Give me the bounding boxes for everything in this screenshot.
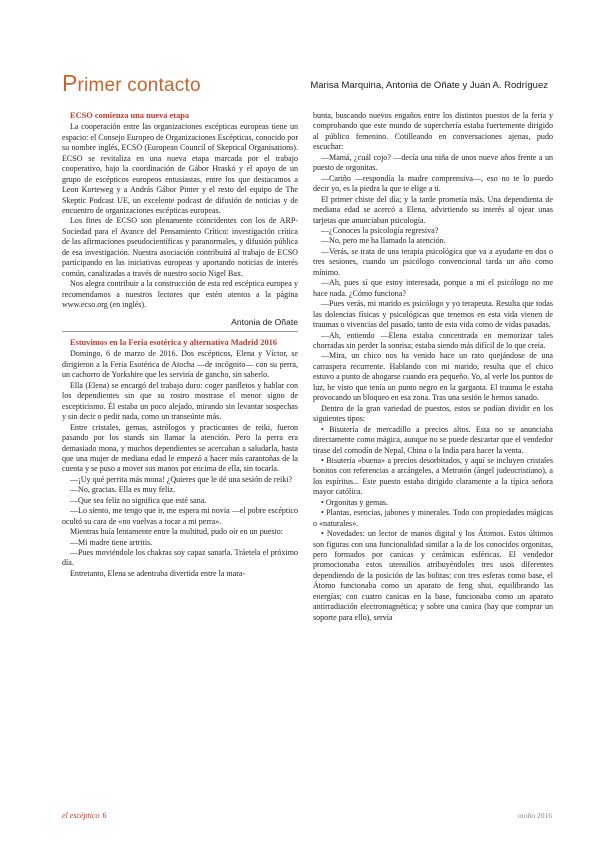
dialogue-line: —¿Conoces la psicología regresiva? (321, 225, 439, 235)
paragraph: Entre cristales, gemas, astrólogos y practicantes de reiki, fueron pasando por los stands sin llamar la atención. Pero la perra era demasiado mona, y muchos dependientes se acercaban a saludarla, hasta que una mujer de mediana edad le empezó a hacer más carantoñas de la cuenta y se puso a mover sus manos por encima de ella, sin tocarla. (62, 422, 298, 474)
dialogue-line: —Ah, entiendo —Elena estaba concentrada en memorizar tales chorradas sin perder la sonrisa; estaba siendo más difícil de lo que creía. (313, 330, 553, 350)
dialogue-line: —Pues verás, mi marido es psicólogo y yo terapeuta. Resulta que todas las dolencias físicas y psicológicas que tenemos en esta vida vienen de traumas o vivencias del pasado, tanto de esta vida como de vidas pasadas. (313, 299, 553, 330)
authors-line: Marisa Marquina, Antonia de Oñate y Juan A. Rodríguez (310, 80, 548, 91)
dialogue-line: —Que sea feliz no significa que esté sana. (70, 495, 207, 505)
section-title-initial: P (62, 70, 78, 96)
section-title-rest: rimer contacto (77, 75, 201, 96)
paragraph: Mientras huía lentamente entre la multitud, pudo oír en un puesto: (70, 527, 283, 537)
ecso-heading: ECSO comienza una nueva etapa (70, 111, 190, 120)
list-item: • Bisutería de mercadillo a precios altos. Esta no se anunciaba directamente como mágica, aunque no se puede descartar que el vendedor tirase del comodín de Nepal, China o la India para hacer la venta. (313, 424, 553, 455)
paragraph: El primer chiste del día; y la tarde prometía más. Una dependienta de mediana edad se acercó a Elena, advirtiendo su interés al ojear unas tarjetas que anunciaban psicología. (313, 194, 553, 225)
dialogue-line: —Mamá, ¿cuál cojo? —decía una niña de unos nueve años frente a un puesto de orgonitas. (313, 152, 553, 173)
list-item: • Novedades: un lector de manos digital y los Átomos. Estos últimos son figuras con una funcionalidad similar a la de los conocidos orgonitas, pero formados por canicas y cerámicas esféricas. El vendedor promocionaba estos utensilios atribuyéndoles tres usos diferentes dependiendo de la posición de las bolitas: con tres esferas como base, el Átomo funcionaba como un aparato de feng shui, equilibrando las energías; con cuatro canicas en la base, funcionaba como un aparato antirradiación electromagnética; y sobre una canica (hay que comprar un soporte para ello), servía (313, 529, 553, 622)
footer-date: otoño 2016 (518, 811, 552, 820)
dialogue-line: —Cariño —respondía la madre comprensiva—, eso no te lo puedo decir yo, es la piedra la que te elige a ti. (313, 173, 553, 194)
page-number: 6 (102, 811, 107, 820)
footer-magazine (62, 811, 107, 820)
signature: Antonia de Oñate (231, 316, 298, 327)
dialogue-line: —¡Uy qué perrita más mona! ¿Quieres que le dé una sesión de reiki? (70, 474, 293, 484)
feria-heading: Estuvimos en la Feria esotérica y alternativa Madrid 2016 (70, 338, 278, 348)
dialogue-line: —Verás, se trata de una terapia psicológica que va a ayudarte en dos o tres sesiones, cuando un psicólogo convencional tarda un año como mínimo. (313, 246, 553, 277)
left-column (62, 111, 298, 579)
section-divider (62, 331, 298, 332)
dialogue-line: —No, pero me ha llamado la atención. (321, 236, 446, 246)
dialogue-line: —Lo siento, me tengo que ir, me espera mi novia —el pobre escéptico ocultó su cara de «no vuelvas a tocar a mi perra». (62, 506, 298, 526)
right-column (313, 111, 553, 623)
dialogue-line: —No, gracias. Ella es muy feliz. (70, 485, 176, 495)
paragraph: Ella (Elena) se encargó del trabajo duro: coger panfletos y hablar con los dependientes sin que su rostro mostrase el menor signo de escepticismo. Él estaba un poco alejado, mirando sin levantar sospechas y sin decir o pedir nada, como un transeúnte más. (62, 380, 298, 422)
list-item: • Orgonitas y gemas. (321, 497, 389, 507)
magazine-name: el escéptico (62, 811, 100, 820)
paragraph: Dentro de la gran variedad de puestos, estos se podían dividir en los siguientes tipos: (313, 403, 553, 424)
dialogue-line: —Mi madre tiene artritis. (70, 537, 153, 547)
paragraph: Domingo, 6 de marzo de 2016. Dos escépticos, Elena y Víctor, se dirigieron a la Feria Esotérica de Atocha —de incógnito— con su perra, un cachorro de Yorkshire que les serviría de gancho, sin saberlo. (62, 349, 298, 380)
paragraph: bunta, buscando nuevos engaños entre los distintos puestos de la feria y comprobando que este mundo de superchería estaba fuertemente dirigido al público femenino. Cotilleando en conversaciones ajenas, pudo escuchar: (313, 111, 553, 152)
paragraph: Nos alegra contribuir a la construcción de esta red escéptica europea y recomendamos a nuestros lectores que estén atentos a la página www.ecso.org (en inglés). (62, 279, 298, 310)
paragraph: Los fines de ECSO son plenamente coincidentes con los de ARP-Sociedad para el Avance del Pensamiento Crítico: investigación crítica de las afirmaciones pseudocientíficas y paranormales, y difusión pública de esa investigación. Nuestra asociación contribuirá al trabajo de ECSO participando en las iniciativas europeas y aportando noticias de interés común, canalizadas a través de nuestro socio Nigel Bax. (62, 216, 298, 278)
section-title (62, 70, 201, 97)
paragraph: La cooperación entre las organizaciones escépticas europeas tiene un espacio: el Consejo Europeo de Organizaciones Escépticas, conocido por su nombre inglés, ECSO (European Council of Skeptical Organisations). ECSO se revitaliza en una nueva etapa marcada por el trabajo cooperativo, bajo la coordinación de Gábor Hraskó y el apoyo de un grupo de escépticos europeos entusiastas, entre los que destacamos a Leon Korteweg y a András Gábor Pinter y el resto del equipo de The Skeptic Podcast UE, un excelente podcast de difusión de noticias y de encuentro de organizaciones escépticas europeas. (62, 122, 298, 216)
dialogue-line: —Ah, pues sí que estoy interesada, porque a mi el psicólogo no me hace nada. ¿Cómo funciona? (313, 278, 553, 298)
dialogue-line: —Pues moviéndole los chakras soy capaz sanarla. Tráetela el próximo día. (62, 548, 298, 568)
list-item: • Bisutería «buena» a precios desorbitados, y aquí se incluyen cristales bonitos con referencias a arcángeles, a Metratón (ángel judeocristiano), a los espíritus... Este puesto estaba dirigido claramente a la típica señora mayor católica. (313, 455, 553, 497)
dialogue-line: —Mira, un chico nos ha venido hace un rato quejándose de una carraspera recurrente. Hablando con mi marido, resulta que el chico estuvo a punto de ahogarse cuando era pequeño. Yo, al verle los puntos de luz, he visto que tenía un punto negro en la garganta. El trauma le estaba provocando un bloqueo en esa zona. Tras una sesión le hemos sanado. (313, 351, 553, 403)
paragraph: Entretanto, Elena se adentraba divertida entre la mara- (70, 568, 246, 578)
list-item: • Plantas, esencias, jabones y minerales. Todo con propiedades mágicas o «naturales». (313, 508, 553, 528)
